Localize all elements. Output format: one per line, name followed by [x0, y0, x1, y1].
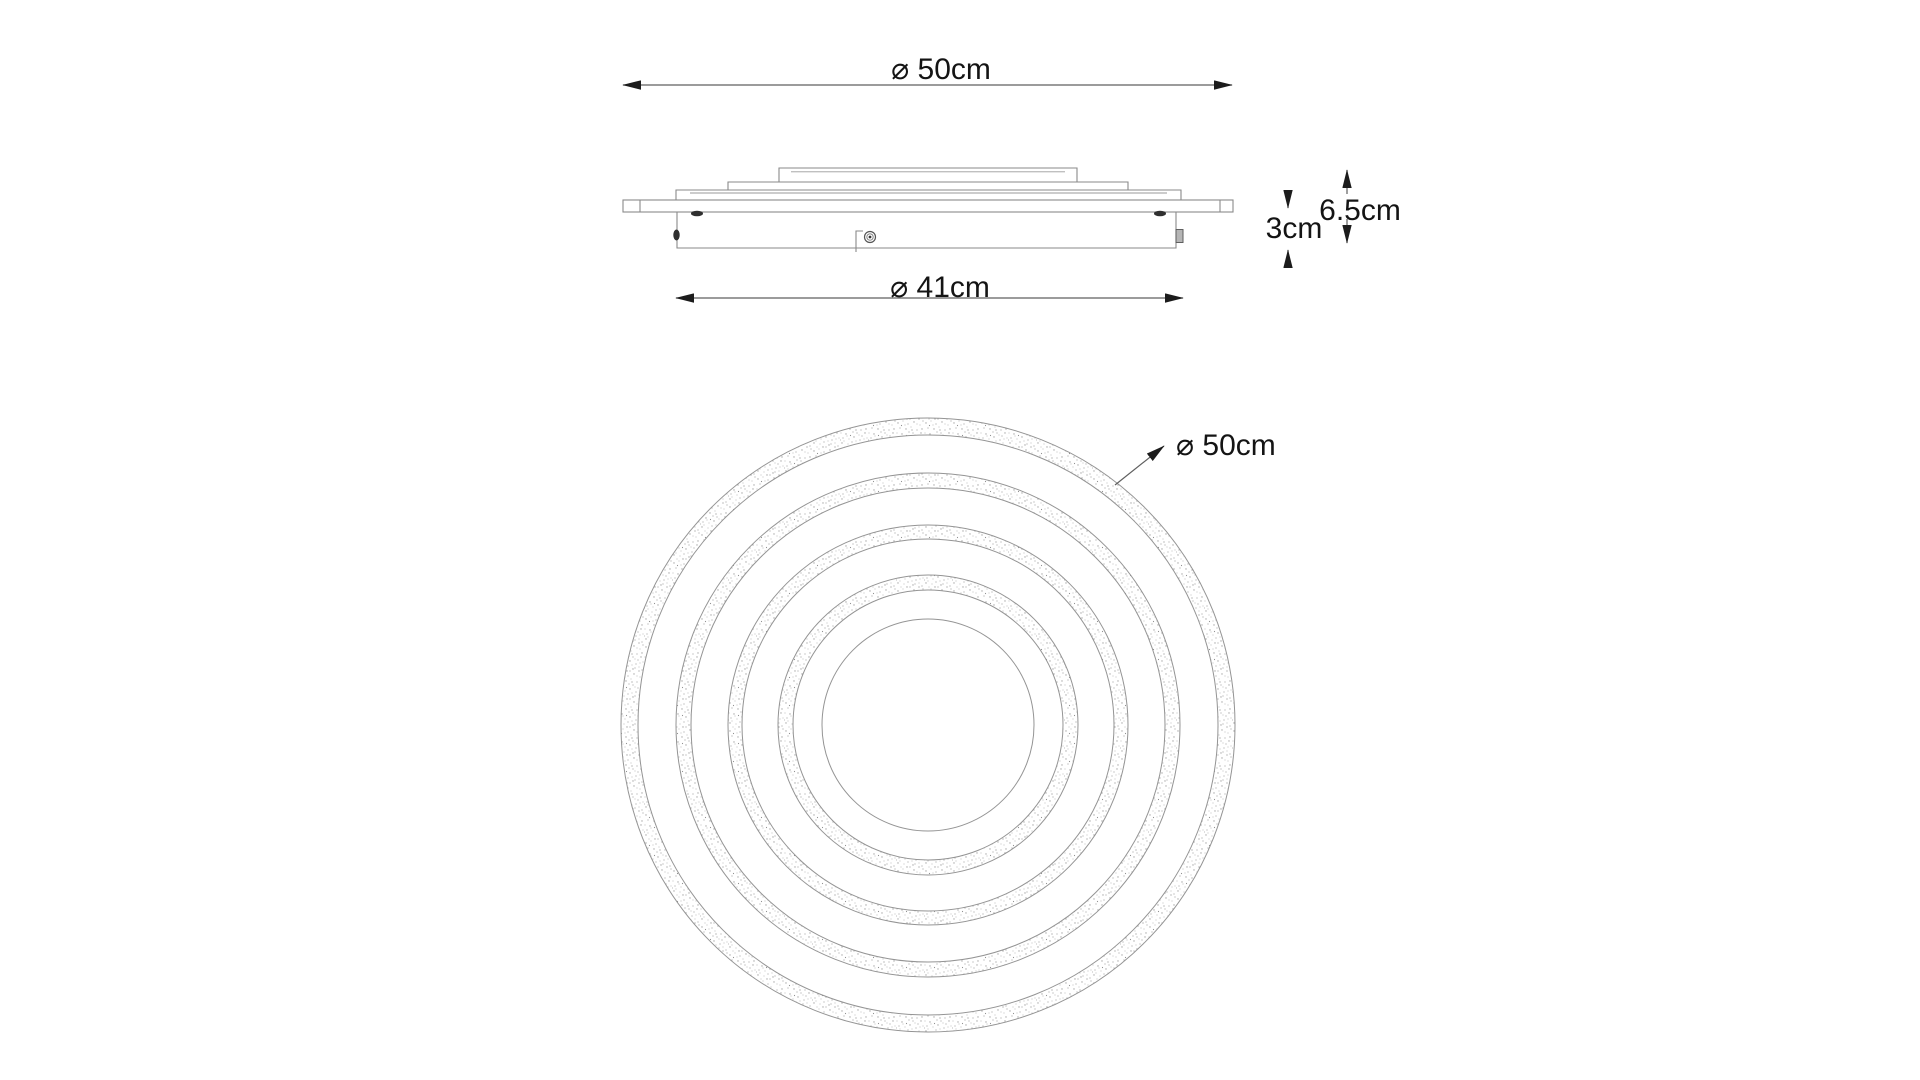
light-ring-2-fill: [684, 481, 1173, 970]
top-disc-outline: [779, 168, 1077, 182]
flange-plate-outline: [623, 200, 1233, 212]
light-ring-4: [778, 575, 1078, 875]
light-ring-3-inner-edge: [742, 539, 1114, 911]
lower-disc-outline: [676, 190, 1181, 200]
middle-disc-outline: [728, 182, 1128, 190]
light-ring-4-inner-edge: [793, 590, 1063, 860]
base-box-outline: [677, 212, 1176, 248]
lamp-side-profile: [623, 168, 1233, 252]
left-base-screw-detail: [673, 230, 679, 241]
plan-diameter-leader-arrow: [1115, 446, 1164, 485]
light-ring-1: [621, 418, 1235, 1032]
left-clip-detail: [691, 211, 703, 217]
light-ring-2-inner-edge: [691, 488, 1165, 962]
right-base-bracket-detail: [1176, 230, 1183, 243]
top-diameter-dimension: [623, 53, 1232, 86]
bottom-diameter-label: ⌀ 41cm: [890, 271, 990, 304]
light-ring-1-inner-edge: [638, 435, 1218, 1015]
side-view: [623, 53, 1401, 304]
center-bracket-outline: [856, 231, 863, 252]
plan-view: [621, 418, 1276, 1032]
right-clip-detail: [1154, 211, 1166, 217]
plan-diameter-dimension: [1115, 429, 1276, 485]
total-height-dimension: [1319, 170, 1401, 243]
plan-diameter-label: ⌀ 50cm: [1176, 429, 1276, 462]
center-bracket-screw-detail: [856, 231, 876, 252]
center-disc-outline: [822, 619, 1034, 831]
base-height-dimension: [1266, 190, 1323, 267]
flange-plate: [623, 200, 1233, 212]
light-ring-1-fill: [630, 427, 1227, 1024]
base-height-label: 3cm: [1265, 212, 1323, 245]
light-ring-4-fill: [786, 583, 1071, 868]
screw-head-center-dot: [869, 236, 872, 239]
bottom-diameter-dimension: [676, 271, 1183, 304]
total-height-label: 6.5cm: [1319, 194, 1401, 227]
light-ring-2: [676, 473, 1180, 977]
top-diameter-label: ⌀ 50cm: [891, 53, 991, 86]
